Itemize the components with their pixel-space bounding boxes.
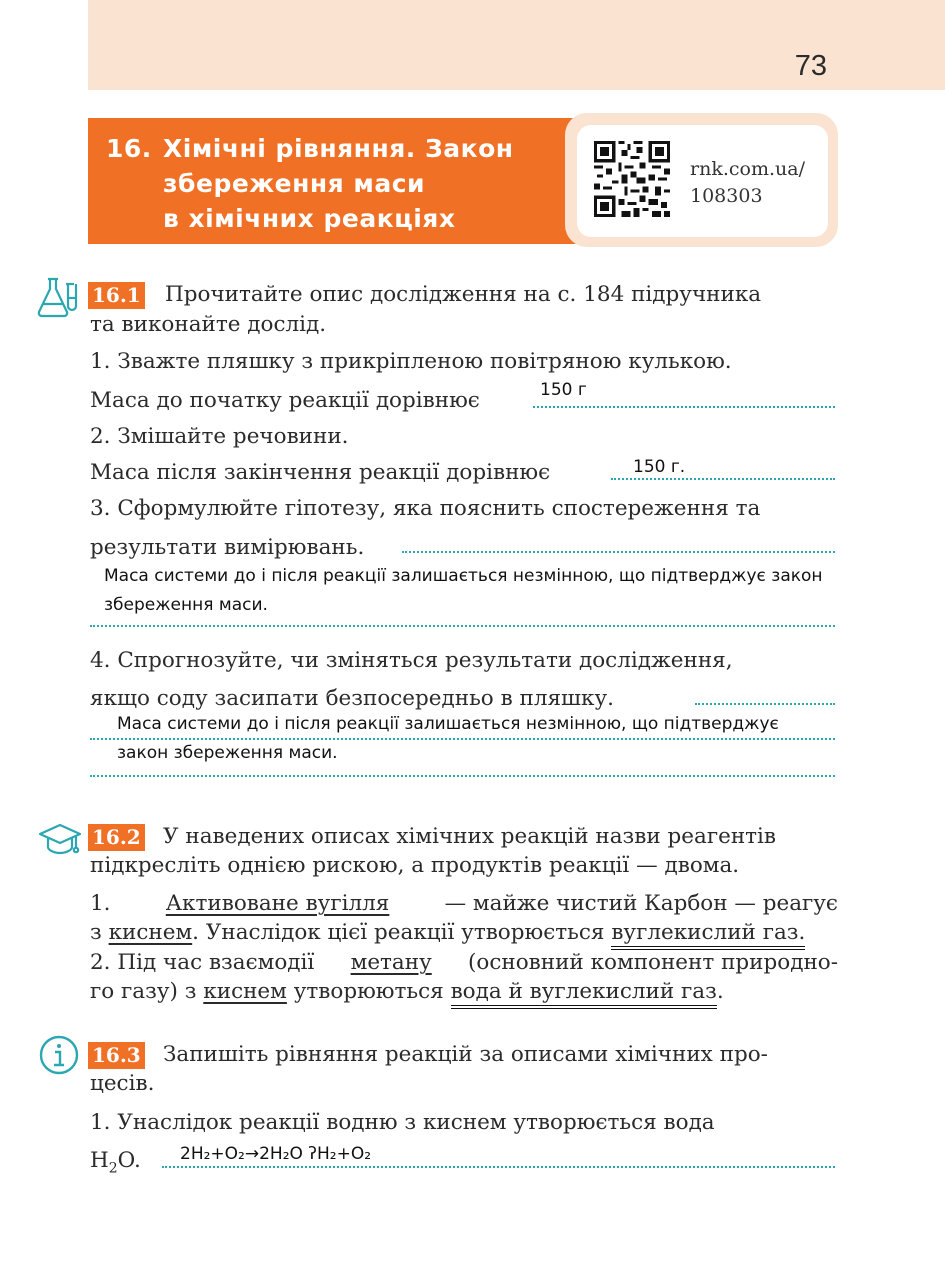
- task2-text-line1: [90, 891, 838, 916]
- task3-intro-line1: Запишіть рівняння реакцій за описами хімічних про-: [163, 1042, 768, 1067]
- task2-text-line2: [90, 920, 838, 945]
- info-icon: [38, 1034, 80, 1076]
- formula-sub-2: 2: [108, 1160, 118, 1177]
- step3-answer-text1: Маса системи до і після реакції залишається незмінною, що підтверджує закон: [104, 566, 823, 586]
- mass-after-answer-line[interactable]: [611, 478, 835, 480]
- page-title: [106, 131, 576, 236]
- graduation-cap-icon: [38, 822, 82, 858]
- task2-text-line4: [90, 979, 838, 1004]
- reagent-oxygen-1: киснем: [108, 920, 193, 945]
- mass-before-label: Маса до початку реакції дорівнює: [90, 388, 480, 413]
- task2-intro-line2: підкресліть однією рискою, а продуктів реакції — двома.: [90, 853, 740, 878]
- resource-link[interactable]: [690, 156, 805, 210]
- task1-step4-line1: 4. Спрогнозуйте, чи зміняться результати дослідження,: [90, 648, 733, 673]
- resource-link-line2: 108303: [690, 185, 763, 207]
- task3-intro-line2: цесів.: [90, 1071, 155, 1096]
- step4-answer-line1[interactable]: [695, 703, 835, 705]
- mass-after-label: Маса після закінчення реакції дорівнює: [90, 460, 551, 485]
- task2-l4-c: утворюються: [293, 979, 444, 1004]
- step3-answer-line2[interactable]: [90, 625, 835, 627]
- task-badge-16-2: 16.2: [88, 824, 145, 851]
- step4-answer-line2[interactable]: [90, 738, 835, 740]
- task1-step3-line1: 3. Сформулюйте гіпотезу, яка пояснить спостереження та: [90, 496, 761, 521]
- mass-before-answer: 150 г: [540, 380, 587, 400]
- task3-answer-line1[interactable]: [162, 1166, 835, 1168]
- mass-after-answer: 150 г.: [633, 457, 686, 477]
- reagent-methane: метану: [350, 950, 432, 975]
- flask-icon: [36, 276, 80, 318]
- resource-link-line1: rnk.com.ua/: [690, 158, 805, 180]
- page-number: 73: [794, 50, 827, 82]
- formula-o: O.: [117, 1148, 141, 1173]
- task2-intro-line1: У наведених описах хімічних реакцій назви реагентів: [163, 824, 777, 849]
- step3-answer-text2: збереження маси.: [104, 595, 268, 615]
- task2-l4-e: .: [716, 979, 724, 1004]
- qr-code-icon[interactable]: [594, 140, 670, 218]
- task2-l3-c: (основний компонент природно-: [468, 950, 838, 975]
- task-badge-16-1: 16.1: [88, 282, 145, 309]
- step3-answer-line1[interactable]: [402, 551, 835, 553]
- title-number: 16.: [106, 134, 152, 163]
- task2-l4-a: го газу) з: [90, 979, 197, 1004]
- title-line2: збереження маси: [163, 169, 426, 198]
- task1-intro-text: Прочитайте опис дослідження на с. 184 підручника: [165, 282, 762, 307]
- product-carbon-dioxide-1: вуглекислий газ.: [611, 920, 805, 950]
- reagent-oxygen-2: киснем: [203, 979, 287, 1004]
- task1-step2: 2. Змішайте речовини.: [90, 424, 349, 449]
- step4-answer-text1: Маса системи до і після реакції залишається незмінною, що підтверджує: [117, 714, 779, 734]
- reagent-activated-carbon: Активоване вугілля: [165, 891, 390, 916]
- task3-step1-line1: [90, 1110, 838, 1135]
- task2-text-line3: [90, 950, 838, 975]
- product-water-carbon-dioxide: вода й вуглекислий газ: [451, 979, 717, 1009]
- task1-step4-line2: якщо соду засипати безпосередньо в пляшку.: [90, 686, 614, 711]
- title-line3: в хімічних реакціях: [163, 204, 456, 233]
- task2-l2-a: з: [90, 920, 102, 945]
- task2-l3-a: 2. Під час взаємодії: [90, 950, 315, 975]
- task2-l1-rest: — майже чистий Карбон — реагує: [444, 891, 838, 916]
- water-formula: [90, 1148, 141, 1176]
- task1-step1: 1. Зважте пляшку з прикріпленою повітряною кулькою.: [90, 349, 732, 374]
- task-badge-16-3: 16.3: [88, 1042, 145, 1069]
- task2-l1-num: 1.: [90, 891, 111, 916]
- task2-l2-c: . Унаслідок цієї реакції утворюється: [192, 920, 605, 945]
- step4-answer-line3[interactable]: [90, 775, 835, 777]
- mass-before-answer-line[interactable]: [533, 406, 835, 408]
- task1-intro-line1: [165, 282, 838, 307]
- task1-step3-line2: результати вимірювань.: [90, 535, 365, 560]
- formula-h: H: [90, 1148, 109, 1173]
- task3-answer-equation: 2H₂+O₂→2H₂O ʔH₂+O₂: [180, 1144, 372, 1164]
- step4-answer-text2: закон збереження маси.: [117, 743, 338, 763]
- task1-intro-line2: та виконайте дослід.: [90, 312, 327, 337]
- title-line1: Хімічні рівняння. Закон: [163, 134, 514, 163]
- task3-step1-text: 1. Унаслідок реакції водню з киснем утворюється вода: [90, 1110, 715, 1135]
